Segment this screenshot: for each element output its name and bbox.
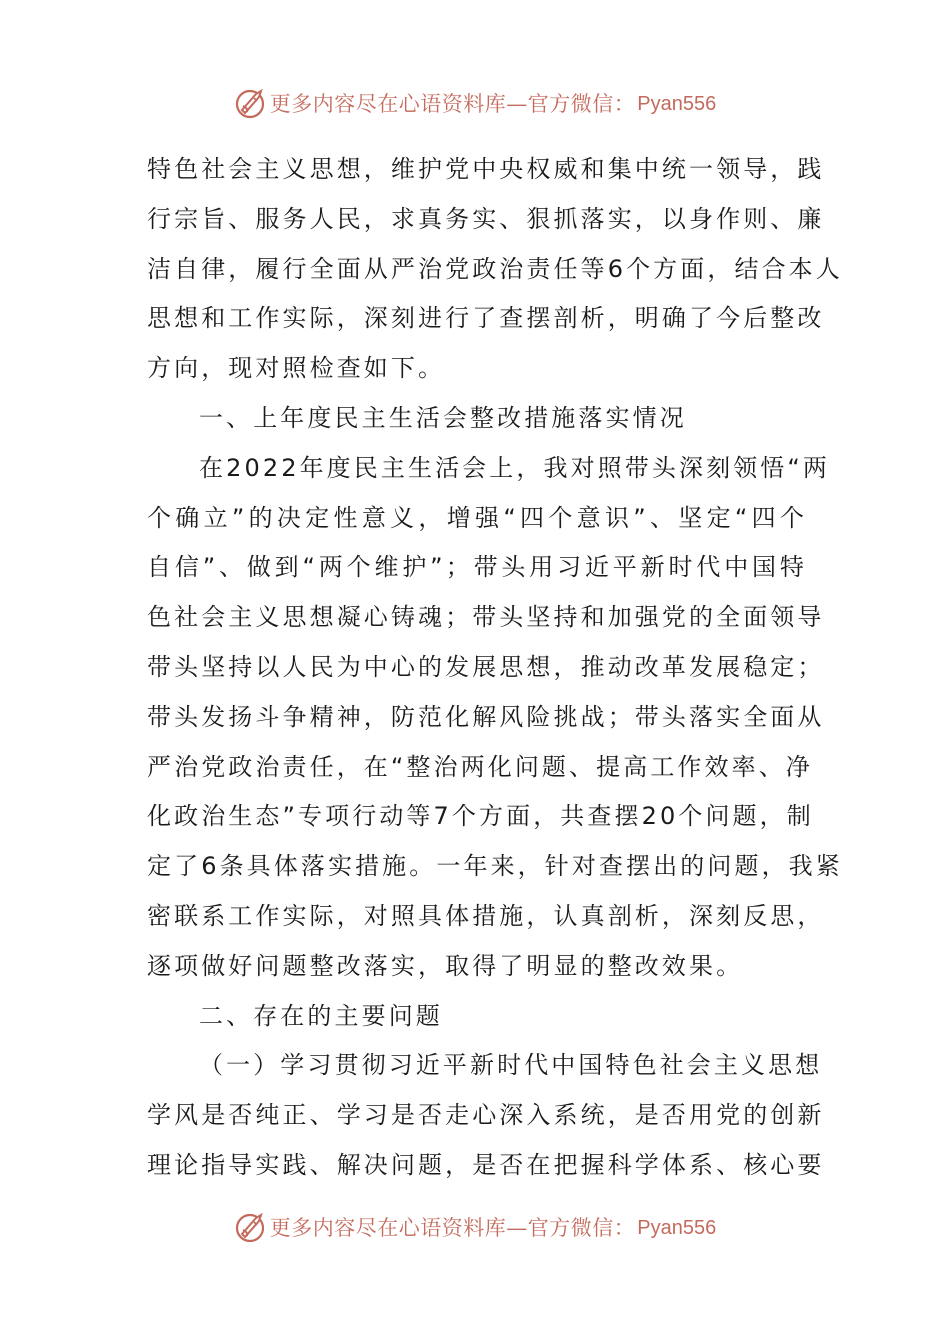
body-line: 严治党政治责任，在“整治两化问题、提高工作效率、净 [147, 752, 813, 781]
body-line: 带头发扬斗争精神，防范化解风险挑战；带头落实全面从 [147, 702, 825, 731]
body-line: 在2022年度民主生活会上，我对照带头深刻领悟“两 [199, 453, 831, 482]
document-body [147, 145, 843, 1191]
watermark-text: 更多内容尽在心语资料库—官方微信： [269, 1216, 636, 1240]
watermark-footer [0, 1208, 950, 1248]
body-line: 密联系工作实际，对照具体措施，认真剖析，深刻反思， [147, 901, 825, 930]
subsection-heading: （一）学习贯彻习近平新时代中国特色社会主义思想 [199, 1051, 823, 1080]
pen-logo-icon [234, 86, 268, 120]
body-line: 带头坚持以人民为中心的发展思想，推动改革发展稳定； [147, 652, 825, 681]
body-line: 方向，现对照检查如下。 [147, 354, 446, 383]
body-line: 色社会主义思想凝心铸魂；带头坚持和加强党的全面领导 [147, 603, 825, 632]
body-line: 洁自律，履行全面从严治党政治责任等6个方面，结合本人 [147, 254, 843, 283]
watermark-text: 更多内容尽在心语资料库—官方微信： [269, 92, 636, 116]
section-heading: 二、存在的主要问题 [199, 1001, 443, 1030]
body-line: 化政治生态”专项行动等7个方面，共查摆20个问题，制 [147, 802, 814, 831]
body-line: 思想和工作实际，深刻进行了查摆剖析，明确了今后整改 [147, 304, 825, 333]
body-line: 个确立”的决定性意义，增强“四个意识”、坚定“四个 [147, 503, 807, 532]
pen-logo-icon [234, 1210, 268, 1244]
body-line: 行宗旨、服务人民，求真务实、狠抓落实，以身作则、廉 [147, 204, 825, 233]
body-line: 特色社会主义思想，维护党中央权威和集中统一领导，践 [147, 155, 825, 183]
body-line: 逐项做好问题整改落实，取得了明显的整改效果。 [147, 951, 744, 980]
body-line: 定了6条具体落实措施。一年来，针对查摆出的问题，我紧 [147, 852, 843, 881]
watermark-header [0, 84, 950, 124]
body-line: 自信”、做到“两个维护”；带头用习近平新时代中国特 [147, 553, 807, 582]
section-heading: 一、上年度民主生活会整改措施落实情况 [199, 403, 687, 432]
watermark-handle: Pyan556 [637, 1217, 717, 1239]
watermark-handle: Pyan556 [637, 93, 717, 115]
body-line: 理论指导实践、解决问题，是否在把握科学体系、核心要 [147, 1150, 825, 1179]
body-line: 学风是否纯正、学习是否走心深入系统，是否用党的创新 [147, 1101, 825, 1130]
